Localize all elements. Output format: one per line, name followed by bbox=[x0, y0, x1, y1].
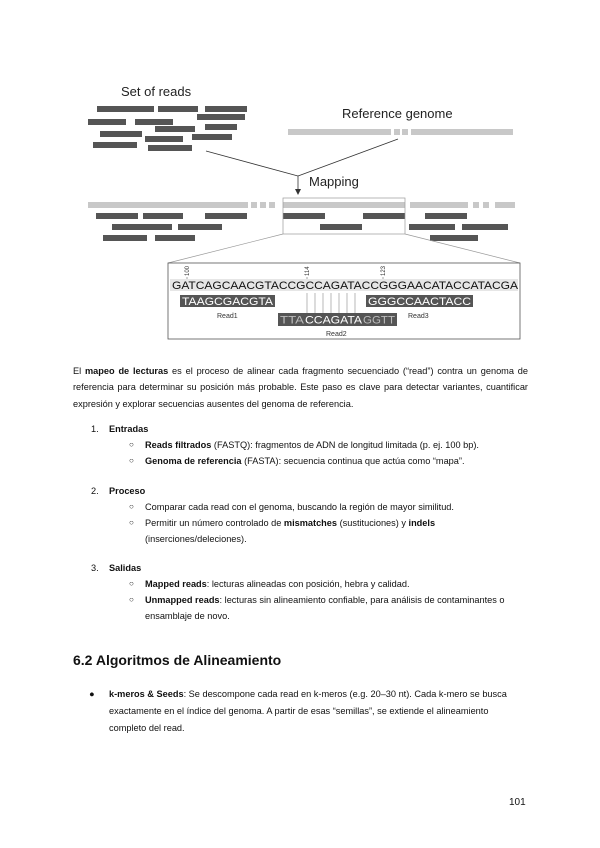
sub-item bbox=[73, 592, 533, 624]
read1-sequence: TAAGCGACGTA bbox=[182, 296, 274, 308]
read3-label: Read3 bbox=[408, 313, 429, 320]
sub-item-text: (sustituciones) y bbox=[337, 518, 409, 528]
circle-bullet-icon: ○ bbox=[129, 440, 134, 449]
aligned-reads bbox=[96, 213, 508, 241]
read1-label: Read1 bbox=[217, 313, 238, 320]
sub-item-bold: Genoma de referencia bbox=[145, 456, 242, 466]
circle-bullet-icon: ○ bbox=[129, 456, 134, 465]
sub-item-text: Comparar cada read con el genoma, buscando la región de mayor similitud. bbox=[145, 502, 454, 512]
sub-item-text: : lecturas sin alineamiento confiable, para análisis de contaminantes o ensamblaje de novo. bbox=[145, 595, 505, 621]
position-114: 114 bbox=[305, 266, 311, 276]
bullet-dot-icon: ● bbox=[89, 689, 95, 699]
list-item-entradas bbox=[73, 421, 533, 437]
sub-item-bold: Reads filtrados bbox=[145, 440, 212, 450]
circle-bullet-icon: ○ bbox=[129, 502, 134, 511]
list-number: 1. bbox=[91, 424, 99, 434]
list-salidas bbox=[73, 560, 533, 624]
reference-genome-label: Reference genome bbox=[342, 106, 453, 121]
bullet-bold: k-meros & Seeds bbox=[109, 689, 184, 699]
intro-text-2: es el proceso de alinear cada fragmento secuenciado (“read”) contra un genoma de referencia para determinar su posición más probable. Este paso es clave para detectar variantes, cuantificar expresión y explorar secuencias ausentes del genoma de referencia. bbox=[73, 366, 528, 409]
list-item-proceso bbox=[73, 483, 533, 499]
reference-genome-bar bbox=[288, 129, 513, 135]
read2-sequence: CCAGATA bbox=[305, 314, 363, 327]
sub-item-bold: Unmapped reads bbox=[145, 595, 220, 605]
sub-item-text: Permitir un número controlado de bbox=[145, 518, 284, 528]
mapping-figure bbox=[0, 0, 600, 345]
sub-item bbox=[73, 453, 533, 469]
list-entradas bbox=[73, 421, 533, 469]
position-100: 100 bbox=[185, 265, 191, 276]
list-item-salidas bbox=[73, 560, 533, 576]
intro-text-1: El bbox=[73, 366, 85, 376]
sub-item-text: : lecturas alineadas con posición, hebra y calidad. bbox=[206, 579, 410, 589]
read2-prefix: TTA bbox=[280, 314, 305, 327]
read2-label: Read2 bbox=[326, 331, 347, 338]
section-title: 6.2 Algoritmos de Alineamiento bbox=[73, 652, 282, 668]
circle-bullet-icon: ○ bbox=[129, 518, 134, 527]
sub-item-text: (FASTQ): fragmentos de ADN de longitud limitada (p. ej. 100 bp). bbox=[211, 440, 479, 450]
set-of-reads-label: Set of reads bbox=[121, 84, 192, 99]
list-number: 3. bbox=[91, 563, 99, 573]
arrow-head bbox=[295, 189, 301, 195]
sub-item bbox=[73, 576, 533, 592]
sub-item bbox=[73, 499, 533, 515]
sub-item-bold: indels bbox=[408, 518, 436, 528]
bullet-text: : Se descompone cada read en k-meros (e.g. 20–30 nt). Cada k-mero se busca exactamente en el índice del genoma. A partir de esas “semillas”, se extiende el alineamiento completo del read. bbox=[109, 689, 507, 733]
read3-sequence: GGGCCAACTACC bbox=[368, 296, 472, 308]
list-title: Proceso bbox=[109, 486, 146, 496]
sub-item-bold: mismatches bbox=[283, 518, 338, 528]
sub-item bbox=[73, 437, 533, 453]
list-title: Salidas bbox=[109, 563, 142, 573]
sub-item-bold: Mapped reads bbox=[145, 579, 207, 589]
genome-strip bbox=[88, 202, 515, 208]
mapping-label: Mapping bbox=[309, 174, 359, 189]
reference-sequence: GATCAGCAACGTACCGCCAGATACCGGGAACATACCATACGA bbox=[172, 280, 519, 292]
list-proceso bbox=[73, 483, 533, 547]
read-set bbox=[88, 106, 247, 151]
mapping-arrows bbox=[206, 139, 398, 190]
sub-item-text: (inserciones/deleciones). bbox=[145, 534, 247, 544]
sub-item bbox=[73, 515, 533, 547]
list-title: Entradas bbox=[109, 424, 149, 434]
list-number: 2. bbox=[91, 486, 99, 496]
intro-term: mapeo de lecturas bbox=[85, 366, 169, 376]
position-123: 123 bbox=[381, 265, 387, 276]
page-number: 101 bbox=[509, 797, 526, 808]
circle-bullet-icon: ○ bbox=[129, 579, 134, 588]
intro-paragraph bbox=[73, 363, 528, 412]
kmer-bullet bbox=[73, 686, 528, 737]
read2-suffix: GGTT bbox=[363, 314, 396, 327]
circle-bullet-icon: ○ bbox=[129, 595, 134, 604]
sub-item-text: (FASTA): secuencia continua que actúa como “mapa”. bbox=[241, 456, 465, 466]
